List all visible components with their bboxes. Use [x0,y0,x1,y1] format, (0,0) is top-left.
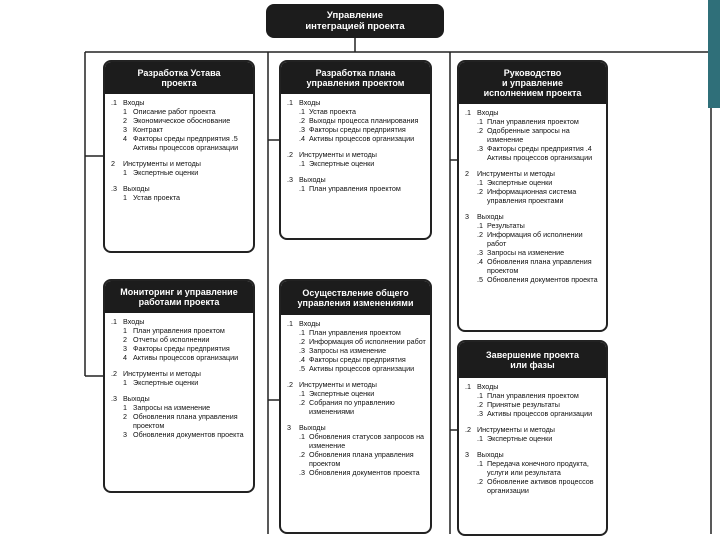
list-item [111,125,249,134]
list-item [287,159,426,168]
list-item [111,403,249,412]
item-text: Запросы на изменение [487,248,565,257]
item-number: .1 [299,389,305,398]
item-number: .2 [299,337,305,346]
item-text: Экспертные оценки [309,159,375,168]
box-title: Осуществление общего управления изменениями [281,281,430,315]
item-number: .1 [299,107,305,116]
item-number: 1 [123,193,127,202]
item-text: Активы процессов организации [309,364,415,373]
item-text: Факторы среды предприятия .4 Активы процессов организации [487,144,593,162]
list-item [111,335,249,344]
section-title [111,394,249,403]
box-title: Мониторинг и управление работами проекта [105,281,253,313]
item-text: Одобренные запросы на изменение [487,126,570,144]
section-number: .3 [111,394,117,403]
list-item [287,125,426,134]
root-process-node: Управление интеграцией проекта [266,4,444,38]
box-title: Разработка Устава проекта [105,62,253,94]
item-number: .1 [477,178,483,187]
item-number: 4 [123,134,127,143]
section-label: Инструменты и методы [299,380,377,389]
item-text: План управления проектом [487,391,579,400]
item-number: 2 [123,335,127,344]
section [465,382,602,418]
item-text: План управления проектом [133,326,225,335]
item-number: .1 [299,432,305,441]
section-number: 2 [465,169,469,178]
box-body [459,104,606,284]
item-number: 1 [123,378,127,387]
box-body [281,94,430,193]
item-text: Устав проекта [133,193,181,202]
section-label: Входы [123,317,145,326]
list-item [287,468,426,477]
section-title [465,212,602,221]
section-number: .1 [287,319,293,328]
list-item [111,430,249,439]
list-item [287,134,426,143]
item-text: Выходы процесса планирования [309,116,419,125]
item-number: 1 [123,107,127,116]
section-label: Входы [477,382,499,391]
item-text: Экспертные оценки [309,389,375,398]
item-text: План управления проектом [487,117,579,126]
section-label: Входы [123,98,145,107]
section-title [287,175,426,184]
item-number: .1 [477,221,483,230]
item-text: Экспертные оценки [133,168,199,177]
section-label: Выходы [123,184,150,193]
section-title [465,382,602,391]
section-title [111,317,249,326]
list-item [465,434,602,443]
item-number: 3 [123,125,127,134]
item-number: .2 [477,477,483,486]
section-title [287,380,426,389]
item-number: .2 [299,116,305,125]
section [287,98,426,143]
box-body [281,315,430,477]
item-text: Активы процессов организации [133,353,239,362]
section-title [465,108,602,117]
section-number: 2 [111,159,115,168]
section-label: Инструменты и методы [123,159,201,168]
item-text: Обновления документов проекта [309,468,420,477]
list-item [465,477,602,495]
process-box-pm-plan [279,60,432,240]
list-item [465,400,602,409]
process-box-direct-execution [457,60,608,332]
item-number: .3 [477,248,483,257]
list-item [465,126,602,144]
item-number: .1 [477,117,483,126]
section-title [111,98,249,107]
list-item [465,391,602,400]
section-label: Выходы [299,175,326,184]
section [465,450,602,495]
section-title [111,184,249,193]
item-text: Обновления документов проекта [133,430,244,439]
list-item [287,364,426,373]
list-item [287,432,426,450]
item-text: Факторы среды предприятия [309,355,406,364]
section-number: .3 [111,184,117,193]
section-label: Выходы [477,212,504,221]
box-title: Руководство и управление исполнением проекта [459,62,606,104]
section-title [287,150,426,159]
item-text: План управления проектом [309,184,401,193]
list-item [287,355,426,364]
item-text: Активы процессов организации [309,134,415,143]
list-item [287,107,426,116]
item-text: Устав проекта [309,107,357,116]
section [287,380,426,416]
section [465,108,602,162]
list-item [465,187,602,205]
section-number: 3 [287,423,291,432]
item-number: .1 [477,391,483,400]
item-text: Экспертные оценки [133,378,199,387]
section-number: 3 [465,212,469,221]
list-item [465,230,602,248]
list-item [465,178,602,187]
item-text: План управления проектом [309,328,401,337]
item-number: .5 [299,364,305,373]
section [111,98,249,152]
section-label: Инструменты и методы [299,150,377,159]
item-text: Описание работ проекта [133,107,216,116]
item-text: Информационная система управления проектами [487,187,577,205]
section [111,184,249,202]
list-item [287,389,426,398]
item-number: 1 [123,403,127,412]
section-title [111,159,249,168]
section-label: Выходы [123,394,150,403]
item-number: .3 [477,144,483,153]
item-text: Факторы среды предприятия [133,344,230,353]
list-item [465,459,602,477]
section-label: Входы [299,319,321,328]
item-number: .3 [299,468,305,477]
item-number: .3 [299,346,305,355]
item-text: Запросы на изменение [309,346,387,355]
section [111,394,249,439]
item-text: Обновления плана управления проектом [487,257,592,275]
box-body [459,378,606,495]
section-number: .1 [111,98,117,107]
process-box-monitoring [103,279,255,493]
section-number: .2 [287,380,293,389]
section-label: Выходы [299,423,326,432]
list-item [287,337,426,346]
section-title [111,369,249,378]
item-text: Обновления статусов запросов на изменение [309,432,425,450]
section-number: .2 [465,425,471,434]
item-number: 1 [123,168,127,177]
item-number: 3 [123,344,127,353]
item-number: .3 [477,409,483,418]
list-item [111,168,249,177]
item-text: Отчеты об исполнении [133,335,210,344]
list-item [111,116,249,125]
section [287,423,426,477]
item-text: Экономическое обоснование [133,116,231,125]
section-number: 3 [465,450,469,459]
section-label: Входы [299,98,321,107]
list-item [465,144,602,162]
list-item [111,107,249,116]
list-item [287,116,426,125]
item-text: Экспертные оценки [487,434,553,443]
section-number: .2 [111,369,117,378]
section-title [287,423,426,432]
section-label: Входы [477,108,499,117]
list-item [465,248,602,257]
section [465,425,602,443]
item-number: .1 [299,159,305,168]
item-number: .4 [299,134,305,143]
box-body [105,313,253,439]
list-item [465,275,602,284]
list-item [287,346,426,355]
item-number: .2 [477,126,483,135]
list-item [287,328,426,337]
section [111,369,249,387]
list-item [465,409,602,418]
item-text: Результаты [487,221,525,230]
section-label: Инструменты и методы [477,425,555,434]
item-text: Обновления плана управления проектом [309,450,414,468]
item-number: .1 [299,328,305,337]
item-number: .4 [299,355,305,364]
item-number: .5 [477,275,483,284]
item-text: Факторы среды предприятия .5 Активы процессов организации [133,134,239,152]
item-number: .1 [477,459,483,468]
item-text: Факторы среды предприятия [309,125,406,134]
list-item [111,378,249,387]
section-label: Инструменты и методы [477,169,555,178]
item-text: Экспертные оценки [487,178,553,187]
list-item [287,398,426,416]
list-item [111,353,249,362]
item-number: .2 [477,400,483,409]
item-text: Запросы на изменение [133,403,211,412]
list-item [111,326,249,335]
section-title [287,319,426,328]
item-number: .1 [299,184,305,193]
section [111,317,249,362]
box-title: Завершение проекта или фазы [459,342,606,378]
box-body [105,94,253,202]
section-title [465,169,602,178]
list-item [111,193,249,202]
item-number: 2 [123,116,127,125]
section [287,150,426,168]
list-item [111,344,249,353]
process-box-close [457,340,608,536]
item-text: Информация об исполнении работ [487,230,583,248]
item-text: Передача конечного продукта, услуги или результата [487,459,589,477]
list-item [465,117,602,126]
section-title [465,425,602,434]
process-box-charter [103,60,255,253]
list-item [111,134,249,152]
section [465,212,602,284]
list-item [287,184,426,193]
section-title [287,98,426,107]
section-label: Инструменты и методы [123,369,201,378]
item-text: Обновления плана управления проектом [133,412,238,430]
item-number: .1 [477,434,483,443]
list-item [111,412,249,430]
section-number: .1 [287,98,293,107]
item-text: Активы процессов организации [487,409,593,418]
list-item [465,221,602,230]
item-number: .3 [299,125,305,134]
item-text: Принятые результаты [487,400,560,409]
section-number: .1 [465,108,471,117]
item-number: 2 [123,412,127,421]
item-text: Обновление активов процессов организации [487,477,594,495]
section-title [465,450,602,459]
section [287,175,426,193]
section-number: .3 [287,175,293,184]
item-number: 3 [123,430,127,439]
list-item [465,257,602,275]
slide-accent-bar [708,0,720,108]
section-label: Выходы [477,450,504,459]
item-number: .2 [299,398,305,407]
section-number: .1 [111,317,117,326]
section [111,159,249,177]
box-title: Разработка плана управления проектом [281,62,430,94]
list-item [287,450,426,468]
item-number: .4 [477,257,483,266]
section-number: .1 [465,382,471,391]
item-number: .2 [299,450,305,459]
item-text: Контракт [133,125,163,134]
item-number: .2 [477,230,483,239]
item-text: Собрания по управлению изменениями [309,398,395,416]
item-number: 4 [123,353,127,362]
item-text: Информация об исполнении работ [309,337,426,346]
section [465,169,602,205]
process-box-change-control [279,279,432,534]
item-number: .2 [477,187,483,196]
item-number: 1 [123,326,127,335]
section-number: .2 [287,150,293,159]
item-text: Обновления документов проекта [487,275,598,284]
section [287,319,426,373]
